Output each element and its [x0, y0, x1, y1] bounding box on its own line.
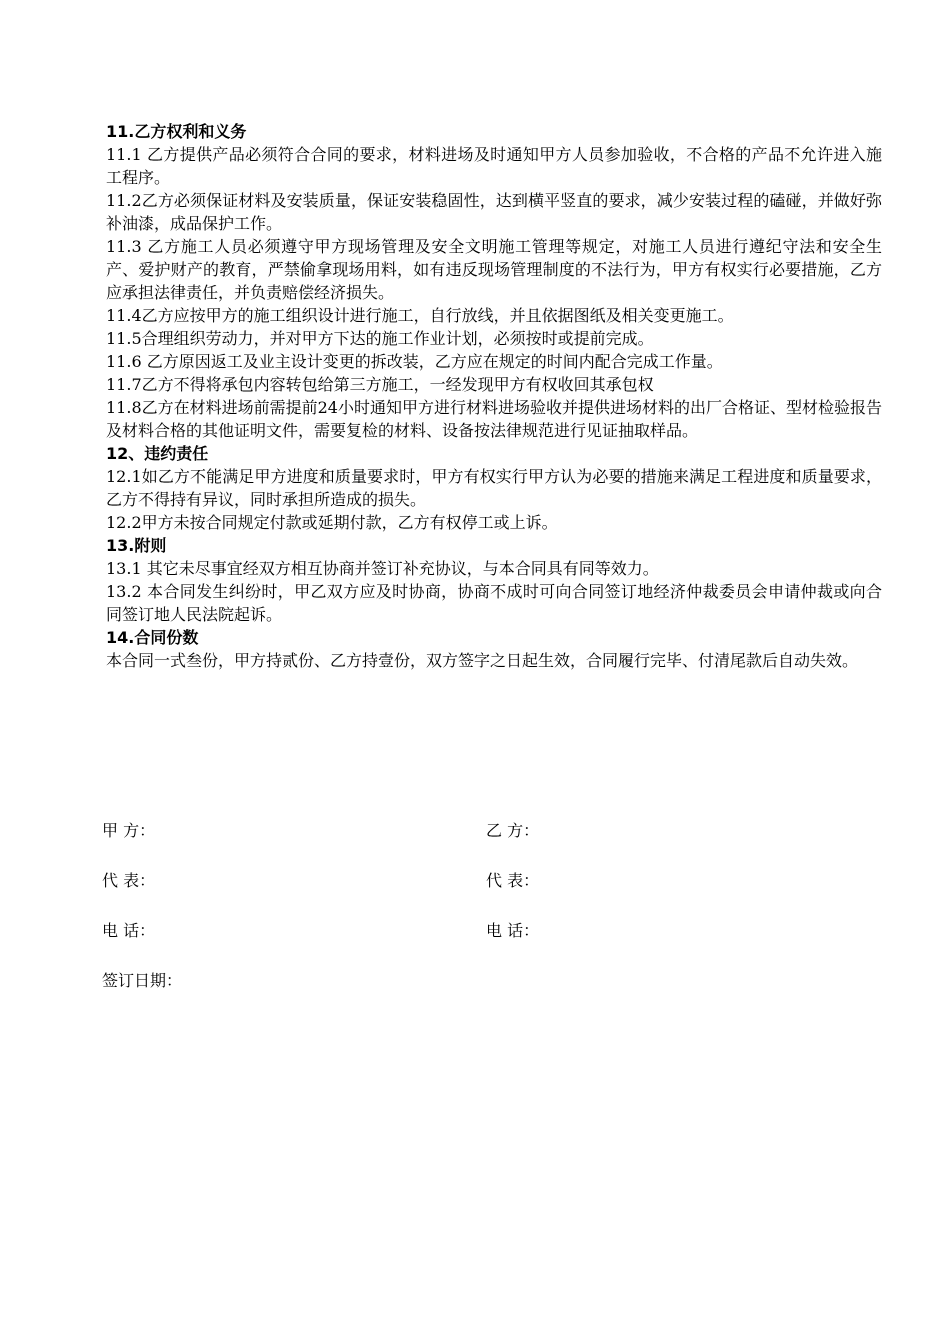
signature-row-date — [102, 968, 802, 1018]
rep-a-label: 代 表： — [102, 871, 156, 890]
signature-row-phone — [102, 918, 802, 968]
section-heading: 11.乙方权利和义务 — [106, 122, 247, 141]
party-b-label: 乙 方： — [486, 821, 540, 840]
clause-11-7: 11.7乙方不得将承包内容转包给第三方施工，一经发现甲方有权收回其承包权 — [106, 375, 654, 394]
clause-11-5: 11.5合理组织劳动力，并对甲方下达的施工作业计划，必须按时或提前完成。 — [106, 329, 654, 348]
clause-14: 本合同一式叁份，甲方持贰份、乙方持壹份，双方签字之日起生效，合同履行完毕、付清尾款后自动失效。 — [106, 651, 859, 670]
signature-row-party — [102, 818, 802, 868]
clause-11-3: 11.3 乙方施工人员必须遵守甲方现场管理及安全文明施工管理等规定，对施工人员进行遵纪守法和安全生产、爱护财产的教育，严禁偷拿现场用料，如有违反现场管理制度的不法行为，甲方有权实行必要措施，乙方应承担法律责任，并负责赔偿经济损失。 — [106, 237, 882, 302]
signature-row-representative — [102, 868, 802, 918]
clause-11-6: 11.6 乙方原因返工及业主设计变更的拆改装，乙方应在规定的时间内配合完成工作量。 — [106, 352, 723, 371]
phone-b-label: 电 话： — [486, 921, 540, 940]
rep-b-label: 代 表： — [486, 871, 540, 890]
clause-13-2: 13.2 本合同发生纠纷时，甲乙双方应及时协商，协商不成时可向合同签订地经济仲裁委员会申请仲裁或向合同签订地人民法院起诉。 — [106, 582, 882, 624]
section-12 — [96, 442, 882, 534]
clause-11-1: 11.1 乙方提供产品必须符合合同的要求，材料进场及时通知甲方人员参加验收，不合格的产品不允许进入施工程序。 — [106, 145, 882, 187]
clause-11-4: 11.4乙方应按甲方的施工组织设计进行施工，自行放线，并且依据图纸及相关变更施工。 — [106, 306, 734, 325]
contract-page — [96, 120, 882, 672]
section-heading: 12、违约责任 — [106, 444, 209, 463]
clause-11-2: 11.2乙方必须保证材料及安装质量，保证安装稳固性，达到横平竖直的要求，减少安装过程的磕碰，并做好弥补油漆，成品保护工作。 — [106, 191, 882, 233]
section-heading: 13.附则 — [106, 536, 167, 555]
clause-12-2: 12.2甲方未按合同规定付款或延期付款，乙方有权停工或上诉。 — [106, 513, 558, 532]
clause-11-8: 11.8乙方在材料进场前需提前24小时通知甲方进行材料进场验收并提供进场材料的出厂合格证、型材检验报告及材料合格的其他证明文件，需要复检的材料、设备按法律规范进行见证抽取样品。 — [106, 398, 882, 440]
sign-date-label: 签订日期： — [102, 971, 183, 990]
section-13 — [96, 534, 882, 626]
clause-13-1: 13.1 其它未尽事宜经双方相互协商并签订补充协议，与本合同具有同等效力。 — [106, 559, 659, 578]
section-heading: 14.合同份数 — [106, 628, 199, 647]
phone-a-label: 电 话： — [102, 921, 156, 940]
section-14 — [96, 626, 882, 672]
signature-block — [102, 818, 802, 1018]
clause-12-1: 12.1如乙方不能满足甲方进度和质量要求时，甲方有权实行甲方认为必要的措施来满足工程进度和质量要求，乙方不得持有异议，同时承担所造成的损失。 — [106, 467, 882, 509]
party-a-label: 甲 方： — [102, 821, 156, 840]
section-11 — [96, 120, 882, 442]
